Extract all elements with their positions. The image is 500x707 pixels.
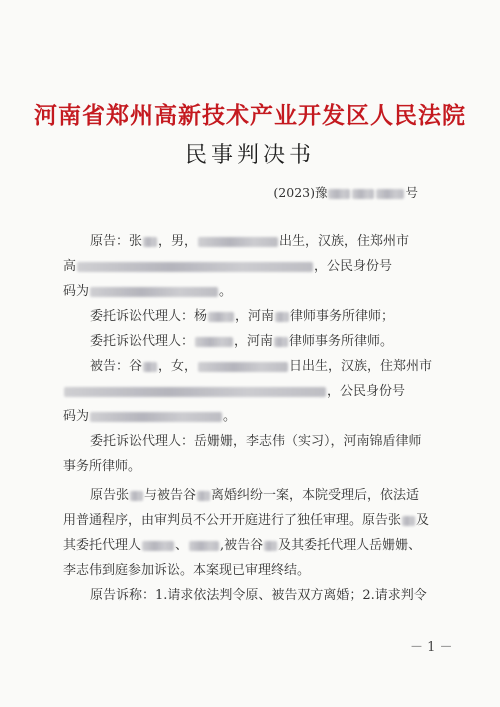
text: 委托诉讼代理人：杨 — [90, 309, 208, 324]
text: ，河南 — [235, 309, 275, 324]
plaintiff-line-3 — [63, 283, 232, 301]
text: 原告张 — [90, 488, 130, 503]
redaction — [197, 491, 210, 501]
page-number: － 1 － — [410, 640, 453, 655]
redaction — [189, 541, 219, 551]
text: 委托诉讼代理人： — [90, 334, 195, 349]
text: ,被告谷 — [220, 538, 264, 553]
text: 高 — [63, 259, 77, 274]
redaction — [77, 262, 313, 272]
text: 其委托代理人 — [63, 538, 142, 553]
case-number-suffix: 号 — [405, 185, 418, 200]
redaction — [275, 312, 289, 322]
redaction — [208, 312, 234, 322]
redaction — [130, 491, 143, 501]
redaction — [195, 337, 233, 347]
text: 及 — [416, 513, 430, 528]
redaction — [198, 362, 288, 372]
defendant-agent-1: 委托诉讼代理人：岳姗姗，李志伟（实习），河南锦盾律师 — [90, 434, 422, 449]
text: 。 — [219, 284, 233, 299]
case-number-prefix: (2023)豫 — [273, 185, 328, 200]
defendant-line-3 — [63, 408, 236, 426]
text: 、 — [175, 538, 189, 553]
narrative-line-4: 李志伟到庭参加诉讼。本案现已审理终结。 — [63, 563, 311, 578]
text: ，公民身份号 — [314, 259, 393, 274]
text: 码为 — [63, 409, 90, 424]
plaintiff-line-1 — [90, 233, 409, 251]
text: 日出生，汉族，住郑州市 — [289, 359, 433, 374]
claims-line-1: 原告诉称：1.请求依法判令原、被告双方离婚；2.请求判令 — [90, 588, 427, 603]
plaintiff-line-2 — [63, 258, 392, 276]
redaction — [198, 237, 278, 247]
court-title: 河南省郑州高新技术产业开发区人民法院 — [34, 102, 466, 129]
defendant-agent-2: 事务所律师。 — [63, 459, 142, 474]
redaction — [274, 337, 288, 347]
redaction — [328, 189, 350, 199]
redaction — [90, 287, 218, 297]
narrative-line-3 — [63, 537, 421, 555]
case-number — [273, 183, 418, 201]
plaintiff-label: 原告：张 — [90, 234, 143, 249]
text: 及其委托代理人岳姗姗、 — [278, 538, 422, 553]
redaction — [90, 412, 222, 422]
text: 律师事务所律师。 — [289, 334, 394, 349]
redaction — [143, 362, 157, 372]
document-title: 民事判决书 — [184, 143, 315, 168]
redaction — [142, 541, 174, 551]
text: 离婚纠纷一案，本院受理后，依法适 — [211, 488, 420, 503]
text: 出生，汉族，住郑州市 — [279, 234, 410, 249]
plaintiff-agent-2 — [90, 333, 393, 351]
redaction — [402, 516, 415, 526]
text: ，公民身份号 — [327, 384, 406, 399]
plaintiff-agent-1 — [90, 308, 394, 326]
text: 。 — [223, 409, 237, 424]
narrative-line-2 — [63, 512, 429, 530]
redaction — [352, 189, 374, 199]
redaction — [264, 541, 277, 551]
narrative-line-1 — [90, 487, 419, 505]
redaction — [376, 189, 404, 199]
defendant-line-2 — [63, 383, 405, 401]
text: 码为 — [63, 284, 90, 299]
text: ，女， — [158, 359, 198, 374]
redaction — [64, 387, 326, 397]
text: 与被告谷 — [144, 488, 197, 503]
text: 用普通程序，由审判员不公开开庭进行了独任审理。原告张 — [63, 513, 402, 528]
defendant-line-1 — [90, 358, 432, 376]
redaction — [143, 237, 157, 247]
text: ，河南 — [234, 334, 274, 349]
defendant-label: 被告：谷 — [90, 359, 143, 374]
text: 律师事务所律师； — [290, 309, 395, 324]
text: ，男， — [158, 234, 198, 249]
